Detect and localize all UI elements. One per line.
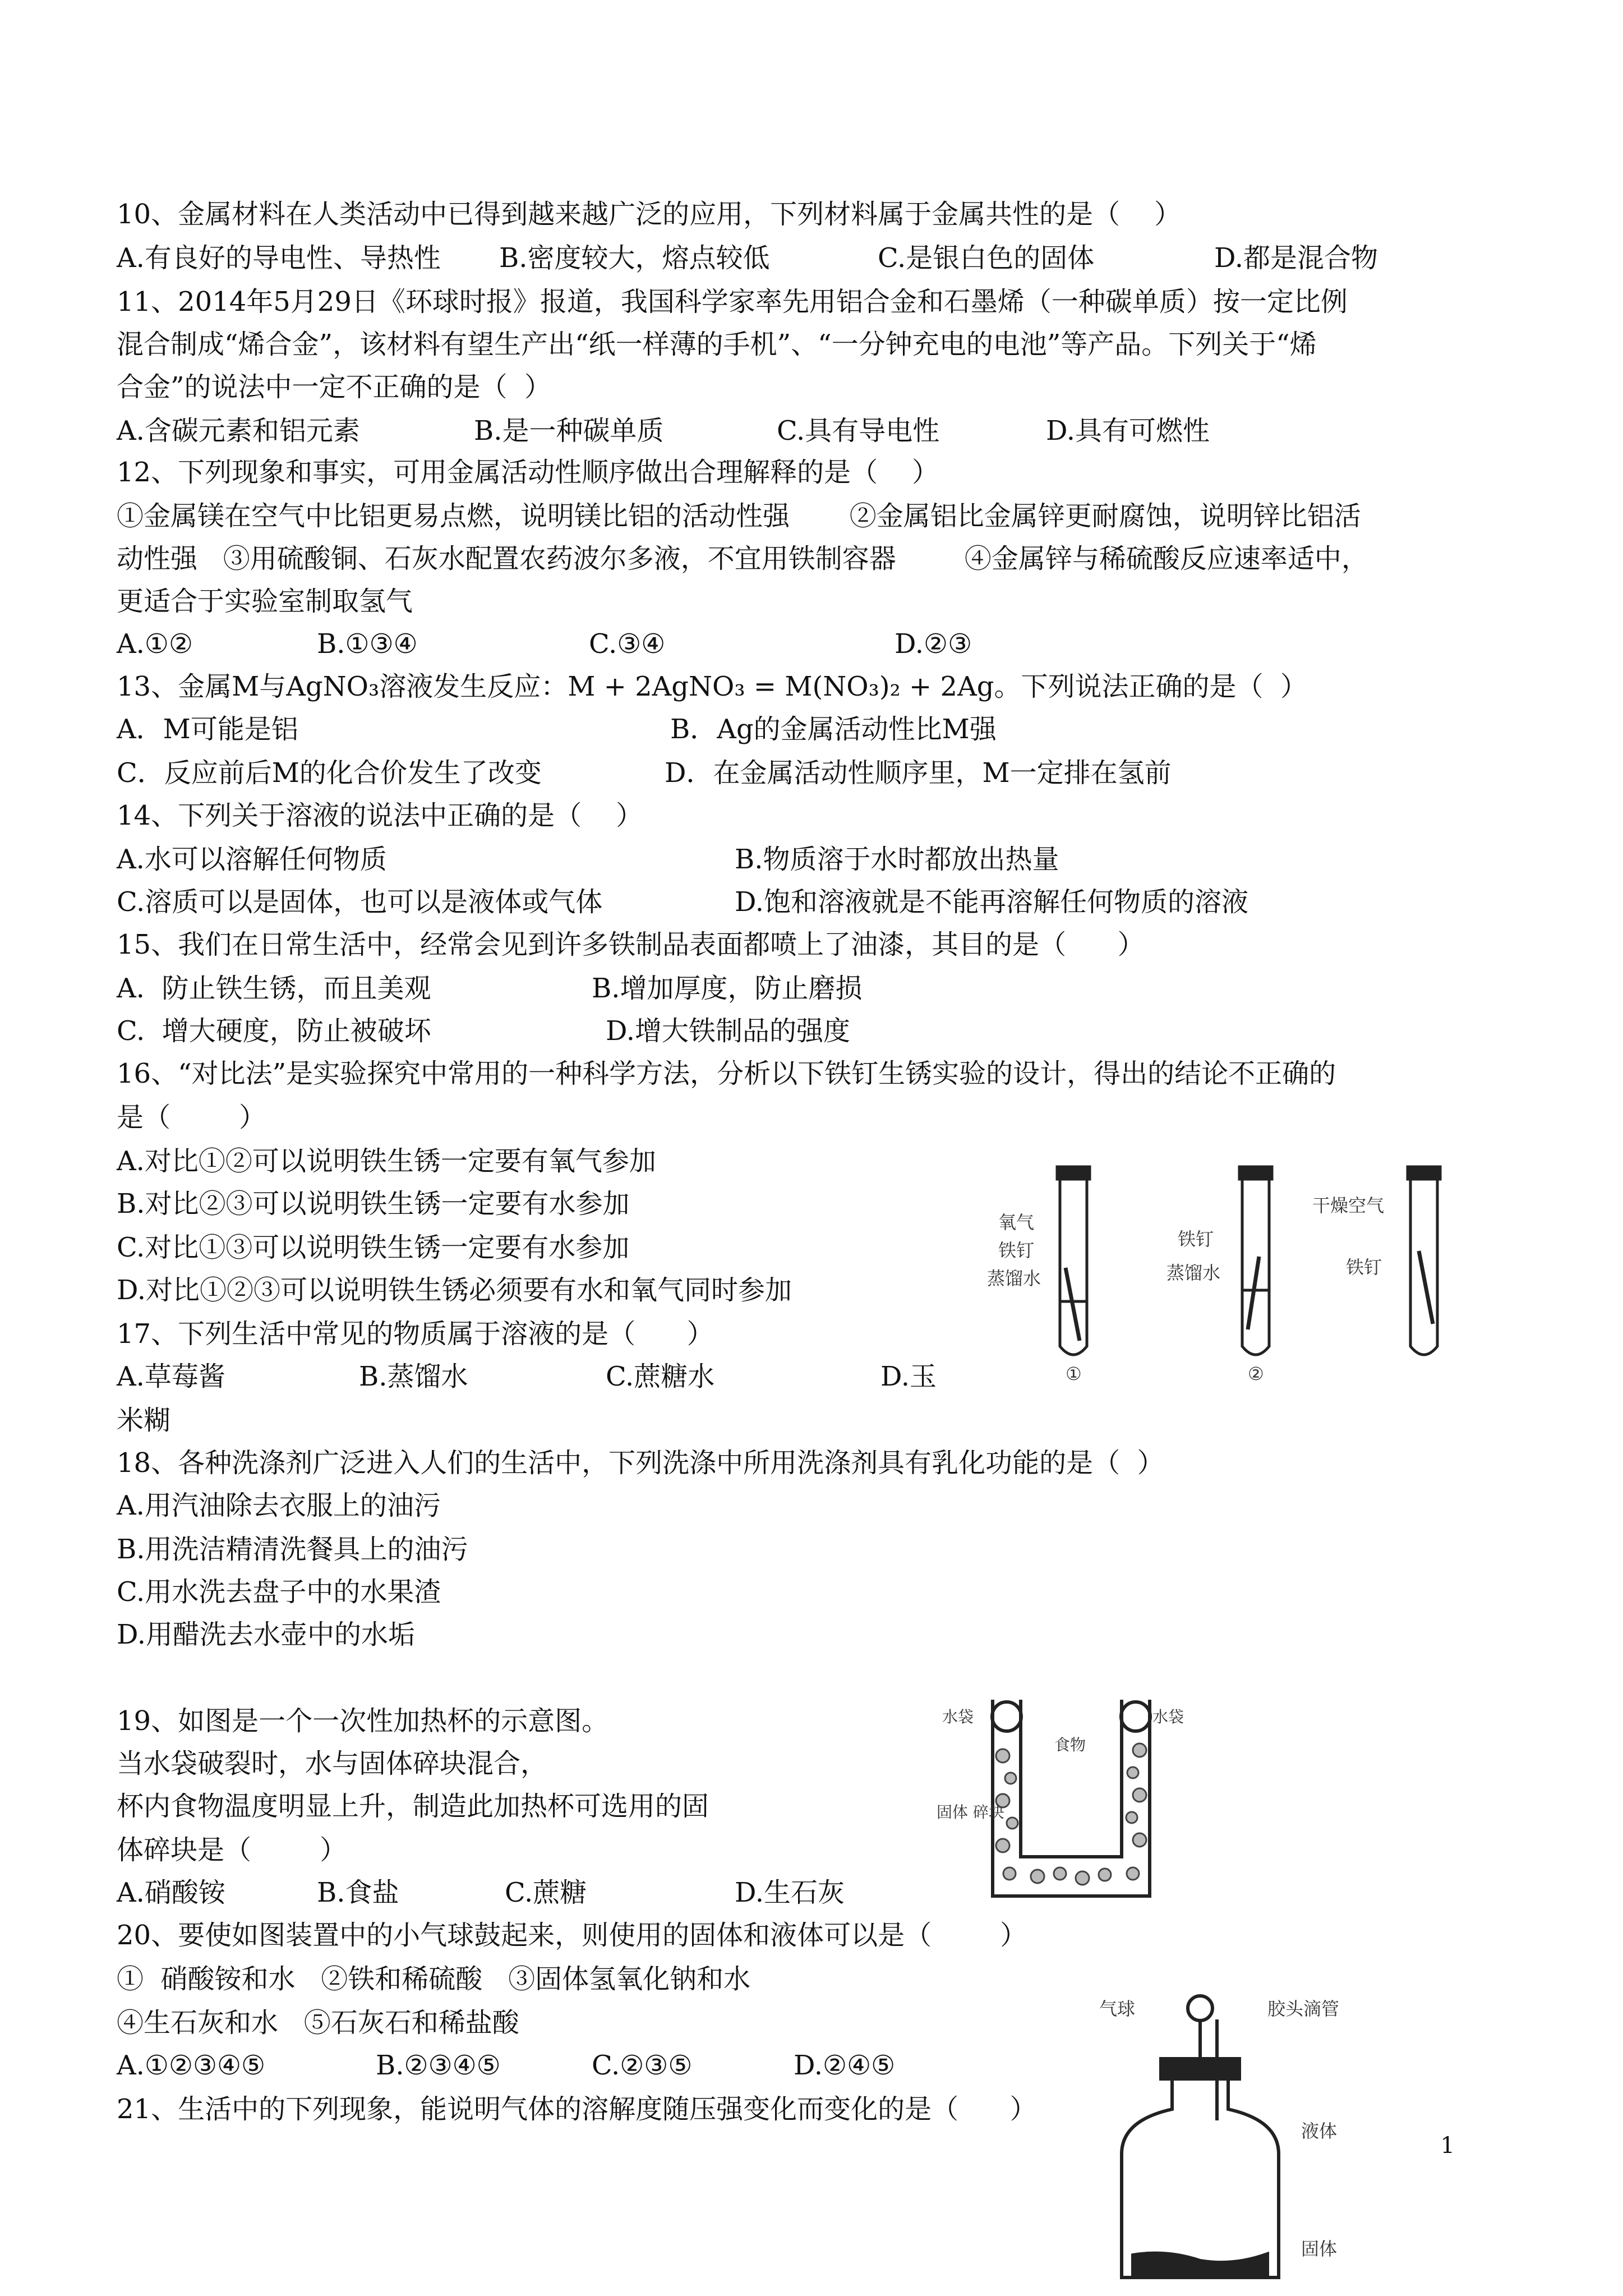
q14-option-b: B.物质溶于水时都放出热量 <box>735 844 1059 875</box>
heating-cup-label-solid: 固体 碎块 <box>937 1803 1004 1821</box>
q14-option-c: C.溶质可以是固体，也可以是液体或气体 <box>117 886 603 918</box>
q13-option-a: A．M可能是铝 <box>117 714 298 745</box>
q19-option-a: A.硝酸铵 <box>117 1877 225 1908</box>
q18-option-c: C.用水洗去盘子中的水果渣 <box>117 1576 441 1608</box>
q19-line-3: 杯内食物温度明显上升，制造此加热杯可选用的固 <box>117 1791 709 1822</box>
tube2-number: ② <box>1248 1363 1264 1384</box>
q15-option-d: D.增大铁制品的强度 <box>606 1015 851 1047</box>
q14-option-d: D.饱和溶液就是不能再溶解任何物质的溶液 <box>735 886 1249 918</box>
q10-option-b: B.密度较大，熔点较低 <box>499 242 770 274</box>
q16-option-b: B.对比②③可以说明铁生锈一定要有水参加 <box>117 1188 630 1220</box>
q12-line-1: ①金属镁在空气中比铝更易点燃，说明镁比铝的活动性强 ②金属铝比金属锌更耐腐蚀，说明锌比铝活 <box>117 500 1361 532</box>
q12-option-a: A.①② <box>117 628 193 660</box>
q19-option-c: C.蔗糖 <box>505 1877 587 1908</box>
q11-line-3: 合金”的说法中一定不正确的是（ ） <box>117 371 552 403</box>
q11-option-b: B.是一种碳单质 <box>474 415 664 447</box>
q18-option-b: B.用洗洁精清洗餐具上的油污 <box>117 1534 468 1565</box>
q11-line-1: 11、2014年5月29日《环球时报》报道，我国科学家率先用铝合金和石墨烯（一种碳单质）按一定比例 <box>117 286 1348 318</box>
tube1-label-oxygen: 氧气 <box>998 1212 1035 1233</box>
q14-stem: 14、下列关于溶液的说法中正确的是（ ） <box>117 800 643 831</box>
q20-stem: 20、要使如图装置中的小气球鼓起来，则使用的固体和液体可以是（ ） <box>117 1920 1027 1951</box>
tube3-label-air: 干燥空气 <box>1312 1195 1385 1216</box>
q20-option-d: D.②④⑤ <box>794 2050 896 2081</box>
q19-option-b: B.食盐 <box>317 1877 399 1908</box>
balloon-flask-figure <box>1088 1986 1481 2289</box>
q19-line-4: 体碎块是（ ） <box>117 1834 347 1866</box>
q19-line-1: 19、如图是一个一次性加热杯的示意图。 <box>117 1705 609 1737</box>
q14-option-a: A.水可以溶解任何物质 <box>117 844 387 875</box>
q12-option-c: C.③④ <box>589 628 666 660</box>
flask-label-liquid: 液体 <box>1301 2120 1338 2142</box>
heating-cup-label-water-bag-left: 水袋 <box>942 1708 974 1726</box>
q16-option-d: D.对比①②③可以说明铁生锈必须要有水和氧气同时参加 <box>117 1274 792 1306</box>
q12-line-3: 更适合于实验室制取氢气 <box>117 586 413 617</box>
q15-option-b: B.增加厚度，防止磨损 <box>592 973 863 1004</box>
q10-option-c: C.是银白色的固体 <box>878 242 1095 274</box>
q20-line-1: ① 硝酸铵和水 ②铁和稀硫酸 ③固体氢氧化钠和水 <box>117 1963 751 1995</box>
q11-line-2: 混合制成“烯合金”，该材料有望生产出“纸一样薄的手机”、“一分钟充电的电池”等产品。下列关于“烯 <box>117 329 1317 360</box>
heating-cup-figure <box>931 1688 1184 1902</box>
q10-stem: 10、金属材料在人类活动中已得到越来越广泛的应用，下列材料属于金属共性的是（ ） <box>117 199 1182 230</box>
q11-option-c: C.具有导电性 <box>777 415 940 447</box>
q13-option-b: B．Ag的金属活动性比M强 <box>670 714 997 745</box>
tube1-label-water: 蒸馏水 <box>987 1268 1041 1289</box>
q17-option-a: A.草莓酱 <box>117 1361 225 1392</box>
q18-option-a: A.用汽油除去衣服上的油污 <box>117 1490 441 1521</box>
q21-stem: 21、生活中的下列现象，能说明气体的溶解度随压强变化而变化的是（ ） <box>117 2093 1037 2125</box>
q20-option-c: C.②③⑤ <box>592 2050 693 2081</box>
flask-label-balloon: 气球 <box>1099 1998 1136 2019</box>
q15-stem: 15、我们在日常生活中，经常会见到许多铁制品表面都喷上了油漆，其目的是（ ） <box>117 929 1145 960</box>
q15-option-c: C. 增大硬度，防止被破坏 <box>117 1015 431 1047</box>
flask-label-dropper: 胶头滴管 <box>1267 1998 1340 2019</box>
q17-option-c: C.蔗糖水 <box>606 1361 715 1392</box>
q17-stem: 17、下列生活中常见的物质属于溶液的是（ ） <box>117 1318 714 1350</box>
q13-option-d: D．在金属活动性顺序里，M一定排在氢前 <box>665 757 1172 789</box>
q13-stem: 13、金属M与AgNO₃溶液发生反应：M + 2AgNO₃ = M(NO₃)₂ + 2Ag。下列说法正确的是（ ） <box>117 671 1307 702</box>
q16-line-2: 是（ ） <box>117 1102 266 1133</box>
heating-cup-label-food: 食物 <box>1054 1736 1086 1754</box>
q19-option-d: D.生石灰 <box>735 1877 845 1908</box>
q20-option-b: B.②③④⑤ <box>376 2050 501 2081</box>
tube3-label-nail: 铁钉 <box>1346 1257 1382 1278</box>
tube2-label-water: 蒸馏水 <box>1166 1262 1221 1283</box>
q15-option-a: A. 防止铁生锈，而且美观 <box>117 973 431 1004</box>
q16-option-c: C.对比①③可以说明铁生锈一定要有水参加 <box>117 1232 630 1263</box>
q17-option-d: D.玉 <box>880 1361 937 1392</box>
q16-option-a: A.对比①②可以说明铁生锈一定要有氧气参加 <box>117 1145 656 1177</box>
q16-line-1: 16、“对比法”是实验探究中常用的一种科学方法，分析以下铁钉生锈实验的设计，得出的结论不正确的 <box>117 1058 1336 1089</box>
tube1-number: ① <box>1066 1363 1082 1384</box>
page-number: 1 <box>1440 2133 1455 2159</box>
tube1-label-nail: 铁钉 <box>998 1240 1035 1261</box>
q12-option-b: B.①③④ <box>317 628 418 660</box>
q12-stem: 12、下列现象和事实，可用金属活动性顺序做出合理解释的是（ ） <box>117 457 939 488</box>
rusting-test-tubes-figure <box>953 1161 1492 1386</box>
q11-option-d: D.具有可燃性 <box>1046 415 1210 447</box>
flask-label-solid: 固体 <box>1301 2238 1338 2260</box>
q10-option-a: A.有良好的导电性、导热性 <box>117 242 441 274</box>
q18-stem: 18、各种洗涤剂广泛进入人们的生活中，下列洗涤中所用洗涤剂具有乳化功能的是（ ） <box>117 1447 1164 1479</box>
q20-option-a: A.①②③④⑤ <box>117 2050 266 2081</box>
q12-line-2: 动性强 ③用硫酸铜、石灰水配置农药波尔多液，不宜用铁制容器 ④金属锌与稀硫酸反应速率适中， <box>117 543 1368 574</box>
q11-option-a: A.含碳元素和铝元素 <box>117 415 360 447</box>
heating-cup-label-water-bag-right: 水袋 <box>1152 1708 1184 1726</box>
tube2-label-nail: 铁钉 <box>1178 1228 1214 1250</box>
q20-line-2: ④生石灰和水 ⑤石灰石和稀盐酸 <box>117 2007 519 2039</box>
q13-option-c: C．反应前后M的化合价发生了改变 <box>117 757 542 789</box>
q10-option-d: D.都是混合物 <box>1214 242 1378 274</box>
q12-option-d: D.②③ <box>895 628 972 660</box>
q17-option-b: B.蒸馏水 <box>359 1361 468 1392</box>
q17-option-d-continued: 米糊 <box>117 1405 171 1436</box>
q19-line-2: 当水袋破裂时，水与固体碎块混合， <box>117 1748 548 1779</box>
q18-option-d: D.用醋洗去水壶中的水垢 <box>117 1619 416 1650</box>
